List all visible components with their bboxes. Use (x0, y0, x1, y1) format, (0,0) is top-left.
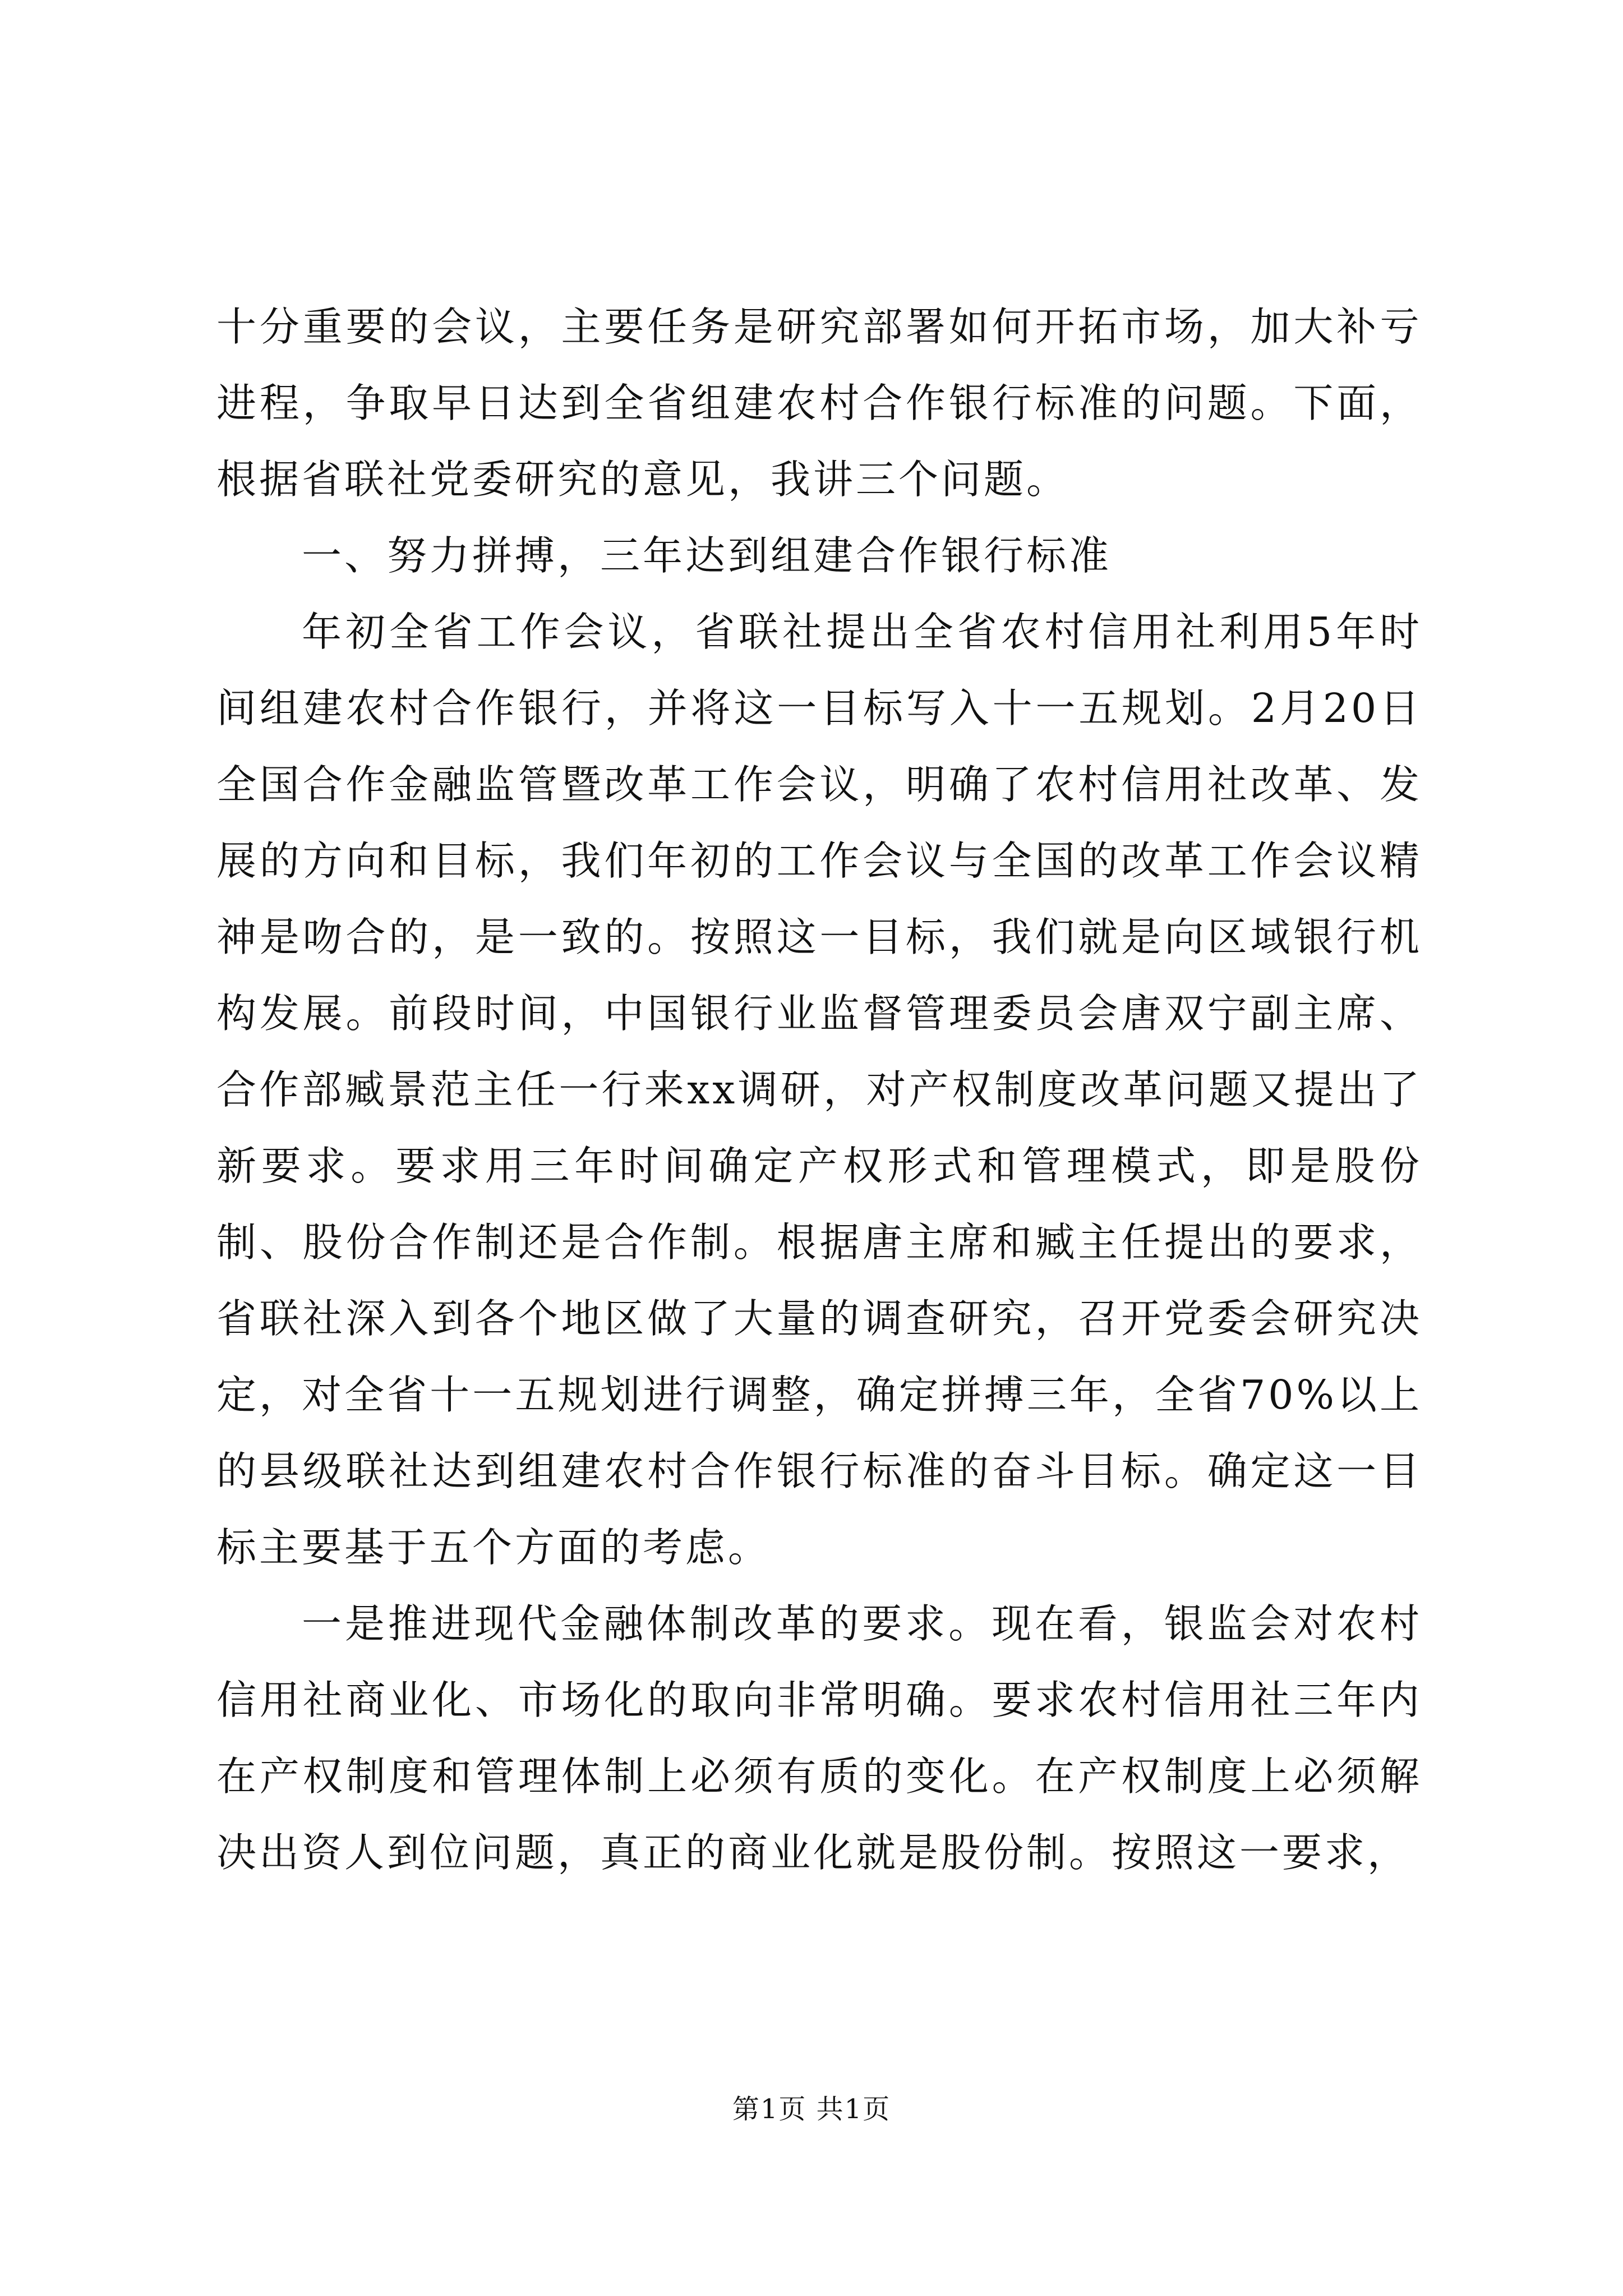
paragraph-reason-one: 一是推进现代金融体制改革的要求。现在看，银监会对农村信用社商业化、市场化的取向非常明确。要求农村信用社三年内在产权制度和管理体制上必须有质的变化。在产权制度上必须解决出资人到位问题，真正的商业化就是股份制。按照这一要求， (216, 1600, 1422, 1876)
section-heading-one: 一、努力拼搏，三年达到组建合作银行标准 (302, 532, 1112, 579)
document-body (216, 289, 1422, 1891)
paragraph-goal: 年初全省工作会议，省联社提出全省农村信用社利用5年时间组建农村合作银行，并将这一目标写入十一五规划。2月20日全国合作金融监管暨改革工作会议，明确了农村信用社改革、发展的方向和目标，我们年初的工作会议与全国的改革工作会议精神是吻合的，是一致的。按照这一目标，我们就是向区域银行机构发展。前段时间，中国银行业监督管理委员会唐双宁副主席、合作部臧景范主任一行来xx调研，对产权制度改革问题又提出了新要求。要求用三年时间确定产权形式和管理模式，即是股份制、股份合作制还是合作制。根据唐主席和臧主任提出的要求，省联社深入到各个地区做了大量的调查研究，召开党委会研究决定，对全省十一五规划进行调整，确定拼搏三年，全省70%以上的县级联社达到组建农村合作银行标准的奋斗目标。确定这一目标主要基于五个方面的考虑。 (216, 609, 1422, 1571)
page-number-footer: 第1页 共1页 (732, 2093, 891, 2125)
paragraph-intro-continued: 十分重要的会议，主要任务是研究部署如何开拓市场，加大补亏进程，争取早日达到全省组建农村合作银行标准的问题。下面，根据省联社党委研究的意见，我讲三个问题。 (216, 303, 1422, 503)
